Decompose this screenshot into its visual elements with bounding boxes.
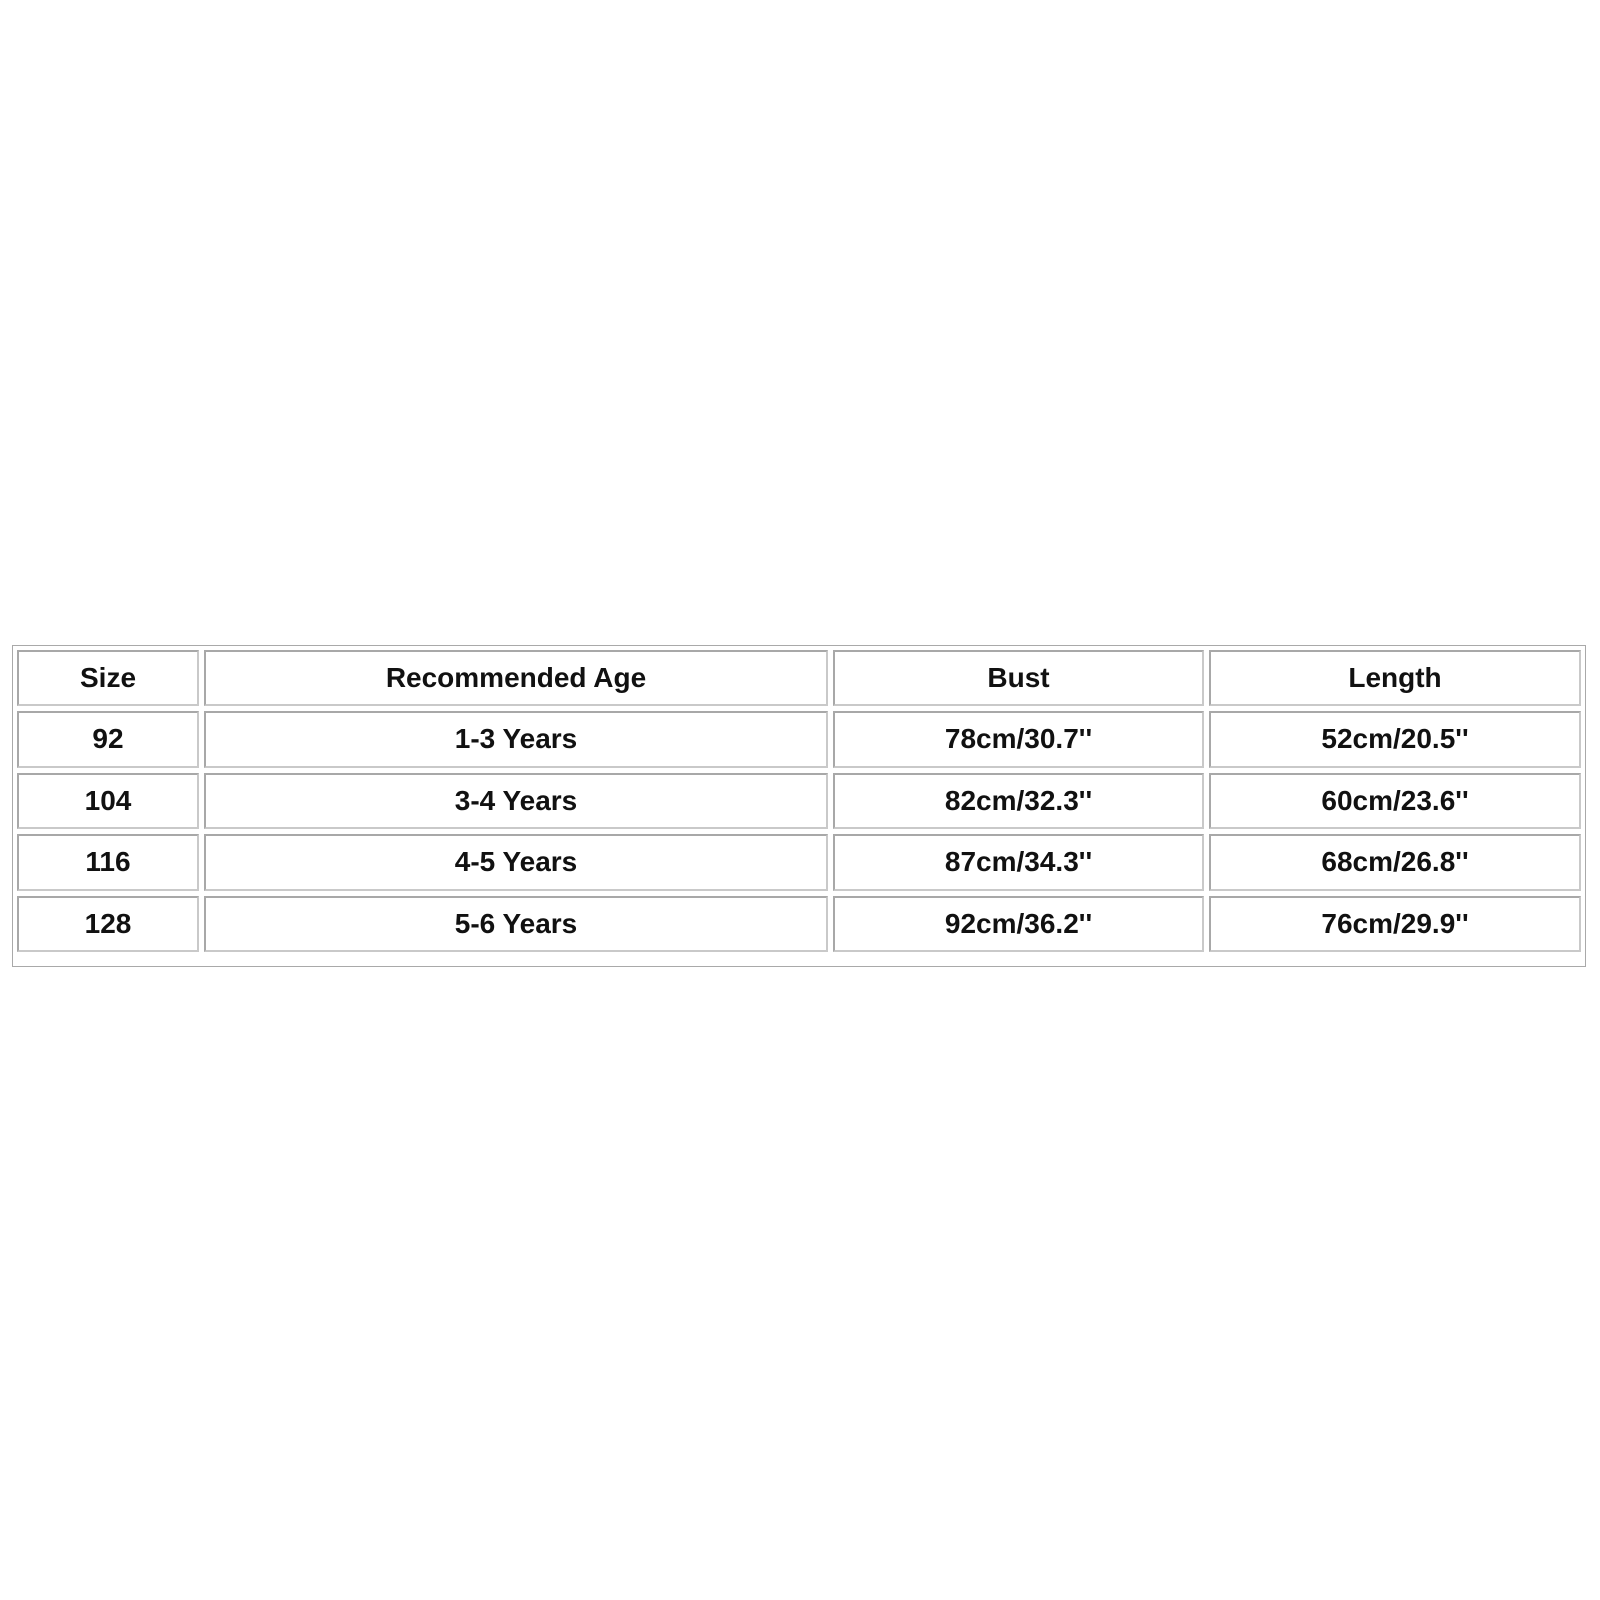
cell-length: 60cm/23.6'' bbox=[1209, 773, 1581, 830]
cell-recommended-age: 4-5 Years bbox=[204, 834, 828, 891]
cell-length: 76cm/29.9'' bbox=[1209, 896, 1581, 953]
table-row bbox=[17, 834, 1581, 891]
header-length: Length bbox=[1209, 650, 1581, 706]
cell-length: 68cm/26.8'' bbox=[1209, 834, 1581, 891]
header-size: Size bbox=[17, 650, 199, 706]
size-chart-table bbox=[12, 645, 1586, 957]
cell-size: 104 bbox=[17, 773, 199, 830]
cell-bust: 78cm/30.7'' bbox=[833, 711, 1204, 768]
header-bust: Bust bbox=[833, 650, 1204, 706]
cell-recommended-age: 5-6 Years bbox=[204, 896, 828, 953]
cell-bust: 82cm/32.3'' bbox=[833, 773, 1204, 830]
table-row bbox=[17, 711, 1581, 768]
size-chart-table-frame bbox=[12, 645, 1586, 967]
cell-recommended-age: 1-3 Years bbox=[204, 711, 828, 768]
header-recommended-age: Recommended Age bbox=[204, 650, 828, 706]
cell-length: 52cm/20.5'' bbox=[1209, 711, 1581, 768]
table-row bbox=[17, 896, 1581, 953]
cell-size: 116 bbox=[17, 834, 199, 891]
table-header-row bbox=[17, 650, 1581, 706]
cell-recommended-age: 3-4 Years bbox=[204, 773, 828, 830]
cell-size: 128 bbox=[17, 896, 199, 953]
cell-bust: 87cm/34.3'' bbox=[833, 834, 1204, 891]
cell-bust: 92cm/36.2'' bbox=[833, 896, 1204, 953]
table-row bbox=[17, 773, 1581, 830]
cell-size: 92 bbox=[17, 711, 199, 768]
